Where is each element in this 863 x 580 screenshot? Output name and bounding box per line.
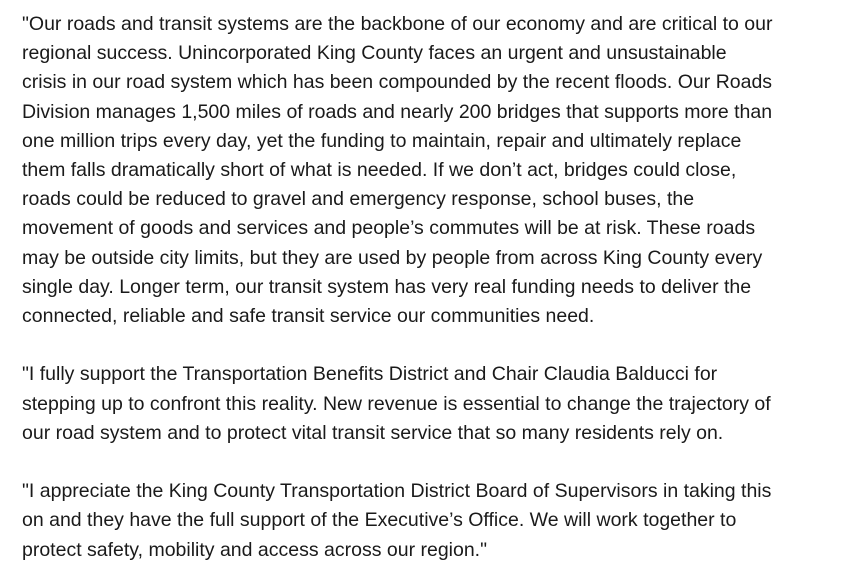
text-line: single day. Longer term, our transit system has very real funding needs to deliver the xyxy=(22,275,752,298)
text-line: on and they have the full support of the Executive’s Office. We will work together to xyxy=(22,509,737,532)
text-line: them falls dramatically short of what is needed. If we don’t act, bridges could close, xyxy=(22,159,737,182)
text-line: "I appreciate the King County Transportation District Board of Supervisors in taking this xyxy=(22,480,772,503)
text-line: regional success. Unincorporated King County faces an urgent and unsustainable xyxy=(22,42,727,65)
text-line: crisis in our road system which has been compounded by the recent floods. Our Roads xyxy=(22,71,773,94)
text-line: roads could be reduced to gravel and emergency response, school buses, the xyxy=(22,188,695,211)
text-line: movement of goods and services and people’s commutes will be at risk. These roads xyxy=(22,217,756,240)
paragraph-support-statement xyxy=(22,360,842,448)
text-line: stepping up to confront this reality. New revenue is essential to change the trajectory of xyxy=(22,392,771,415)
paragraph-appreciation-statement xyxy=(22,477,842,565)
text-line: "I fully support the Transportation Benefits District and Chair Claudia Balducci for xyxy=(22,363,718,386)
text-line: connected, reliable and safe transit service our communities need. xyxy=(22,305,595,328)
text-line: may be outside city limits, but they are used by people from across King County every xyxy=(22,246,763,269)
document-body xyxy=(22,10,842,565)
text-line: our road system and to protect vital transit service that so many residents rely on. xyxy=(22,421,724,444)
text-line: Division manages 1,500 miles of roads and nearly 200 bridges that supports more than xyxy=(22,100,773,123)
paragraph-roads-and-transit xyxy=(22,10,842,331)
text-line: one million trips every day, yet the funding to maintain, repair and ultimately replace xyxy=(22,129,742,152)
text-line: "Our roads and transit systems are the backbone of our economy and are critical to our xyxy=(22,13,773,35)
text-line: protect safety, mobility and access across our region." xyxy=(22,538,488,561)
